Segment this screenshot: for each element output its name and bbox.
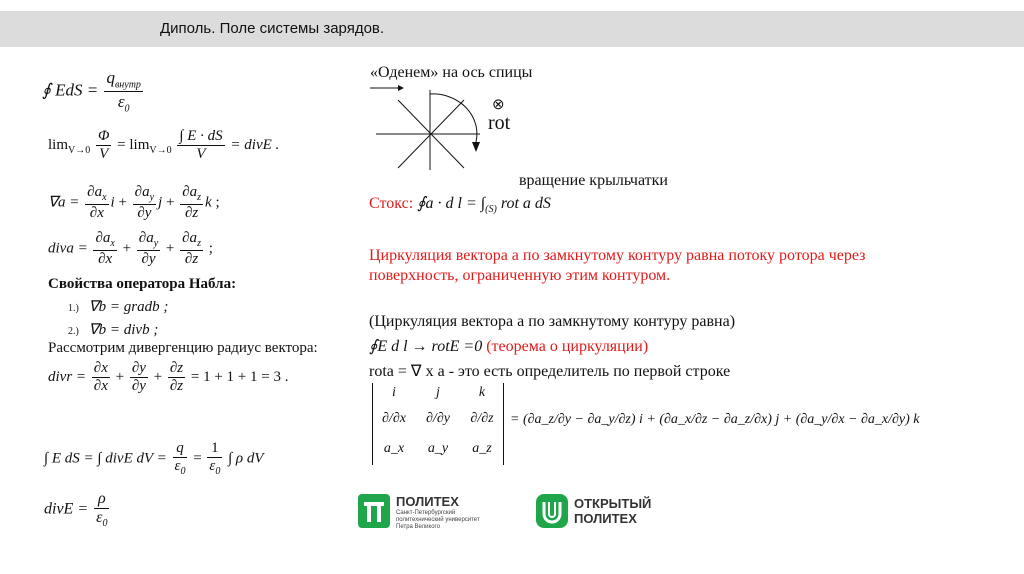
div-lhs: diva = (48, 240, 88, 257)
rotation-arc (430, 94, 477, 142)
divr-formula: divr = $\frac{\partial x}{\partial x}$ + $\frac{\partial y}{\partial y}$ + $\frac{\partial z}{\partial z}$ = 1 + 1 + 1 = 3 . (48, 360, 289, 395)
determinant-expansion: = (∂a_z/∂y − ∂a_y/∂z) i + (∂a_x/∂z − ∂a_z/∂x) j + (∂a_y/∂x − ∂a_x/∂y) k (510, 412, 920, 427)
stokes-formula (369, 193, 551, 215)
div-end: ; (208, 240, 213, 257)
spoke-title: «Оденем» на ось спицы (370, 64, 533, 81)
t2-den: ∂y (137, 204, 152, 221)
div-formula: diva = $\frac{\partial a_x}{\partial x}$ + $\frac{\partial a_y}{\partial y}$ + $\frac{\partial a_z}{\partial z}$ ; (48, 230, 213, 267)
vec-i: i (110, 194, 115, 211)
circ-theorem-label: (теорема о циркуляции) (486, 338, 649, 355)
open-politech-name (574, 496, 651, 526)
t1-den: ∂x (89, 204, 104, 221)
stokes-lhs: ∮a · d l = ∫ (417, 195, 486, 212)
spoke-diagram (368, 82, 498, 172)
circulation-theorem (369, 336, 648, 356)
nabla-formula: ∇a = $\frac{\partial a_x}{\partial x}$ i + $\frac{\partial a_y}{\partial y}$ j + $\frac{\partial a_z}{\partial z}$ k ; (48, 184, 220, 221)
m-2-0: a_x (383, 441, 405, 456)
integral-formula (44, 440, 264, 478)
divE-den: ε (96, 509, 103, 527)
politech-line3: Петра Великого (396, 524, 440, 530)
circulation-line: (Циркуляция вектора a по замкнутому контуру равна) (369, 313, 736, 330)
circulation-statement-1: Циркуляция вектора a по замкнутому контуру равна потоку ротора через (369, 247, 866, 264)
int-n2: 1 (207, 440, 222, 458)
politech-logo-mark (358, 494, 390, 528)
d3-num: ∂a (182, 230, 198, 246)
determinant-matrix (372, 383, 504, 465)
gauss-formula (42, 68, 145, 115)
gauss-den-sub: 0 (124, 103, 130, 115)
circulation-statement-2: поверхность, ограниченную этим контуром. (369, 267, 671, 284)
divr-rhs: = 1 + 1 + 1 = 3 . (190, 369, 289, 386)
lim-rhs: = divE . (230, 137, 280, 154)
gauss-den: ε (117, 91, 125, 111)
divE-lhs: divE = (44, 500, 89, 518)
d2-num: ∂a (138, 230, 154, 246)
circ-formula: ∮E d l → rotE =0 (369, 338, 483, 355)
m-2-1: a_y (427, 441, 449, 456)
d3-sub: z (197, 238, 201, 249)
m-1-0: ∂/∂x (382, 411, 406, 426)
int-d2: ε (209, 458, 216, 475)
int-num: ∫ E · dS (177, 128, 224, 146)
m-2-2: a_z (472, 441, 492, 456)
divE-den-sub: 0 (102, 518, 108, 530)
prop1-num: 1.) (68, 303, 79, 314)
props-title: Свойства оператора Набла: (48, 276, 237, 292)
nabla-lhs: ∇a = (48, 194, 80, 211)
t2-num: ∂a (134, 184, 150, 200)
prop2-num: 2.) (68, 326, 79, 337)
gauss-num: q (106, 68, 115, 87)
d1-num: ∂a (95, 230, 111, 246)
integral-lhs: ∫ E dS = ∫ divE dV = (44, 450, 167, 467)
int-rhs: ∫ ρ dV (228, 450, 264, 467)
d1-den: ∂x (98, 250, 113, 267)
m-1-2: ∂/∂z (470, 411, 494, 426)
limit-formula (48, 128, 279, 164)
int-d1-sub: 0 (180, 466, 186, 478)
int-den: V (196, 146, 206, 163)
lim2: = lim (117, 137, 150, 154)
divr-lhs: divr = (48, 369, 87, 386)
int-n1: q (173, 440, 188, 458)
t3-sub: z (197, 192, 202, 203)
politech-line1: Санкт-Петербургский (396, 510, 456, 516)
flux-num: Φ (96, 128, 111, 146)
lim1: lim (48, 137, 69, 154)
rot-definition: rota = ∇ x a - это есть определитель по первой строке (369, 363, 731, 380)
nabla-end: ; (215, 194, 220, 211)
d3-den: ∂z (184, 250, 199, 267)
int-d2-sub: 0 (215, 466, 221, 478)
flux-den: V (99, 146, 109, 163)
vec-k: k (205, 194, 212, 211)
int-eq: = (193, 450, 202, 467)
gauss-num-sub: внутр (114, 79, 141, 91)
slide-header (0, 11, 1024, 47)
stokes-tail: rot a dS (500, 195, 551, 212)
rotation-arrow-head (472, 142, 480, 152)
t3-num: ∂a (182, 184, 198, 200)
prop1-text: ∇b = gradb ; (88, 299, 169, 315)
stokes-sub: (S) (485, 204, 497, 216)
t2-sub: y (149, 192, 155, 203)
open-politech-line2: ПОЛИТЕХ (574, 511, 637, 526)
t3-den: ∂z (184, 204, 199, 221)
radius-text: Рассмотрим дивергенцию радиус вектора: (48, 340, 318, 356)
arrow-head (398, 85, 404, 91)
rotation-caption: вращение крыльчатки (519, 172, 668, 189)
stokes-label: Стокс: (369, 195, 414, 212)
rot-label: rot (488, 112, 511, 134)
m-0-1: j (436, 385, 440, 400)
t1-num: ∂a (87, 184, 103, 200)
d2-den: ∂y (141, 250, 156, 267)
open-politech-line1: ОТКРЫТЫЙ (574, 496, 652, 511)
politech-name: ПОЛИТЕХ (396, 494, 459, 509)
vec-j: j (158, 194, 163, 211)
lim1-sub: V→0 (68, 145, 91, 157)
open-politech-logo-mark (536, 494, 568, 528)
politech-line2: политехнический университет (396, 517, 480, 523)
divE-formula (44, 490, 111, 530)
d1-sub: x (110, 238, 115, 249)
m-1-1: ∂/∂y (426, 411, 450, 426)
politech-subtitle (396, 510, 480, 531)
curl-symbol: ⊗ (492, 97, 505, 113)
int-d1: ε (174, 458, 181, 475)
gauss-lhs: ∮ EdS = (42, 80, 99, 100)
lim2-sub: V→0 (149, 145, 172, 157)
prop2-text: ∇b = divb ; (88, 322, 159, 338)
slide-title: Диполь. Поле системы зарядов. (160, 20, 385, 37)
t1-sub: x (102, 192, 107, 203)
prop-2 (68, 320, 158, 339)
prop-1 (68, 297, 168, 316)
m-0-2: k (478, 385, 486, 400)
divE-num: ρ (94, 490, 109, 509)
m-0-0: i (392, 385, 396, 400)
d2-sub: y (153, 238, 159, 249)
